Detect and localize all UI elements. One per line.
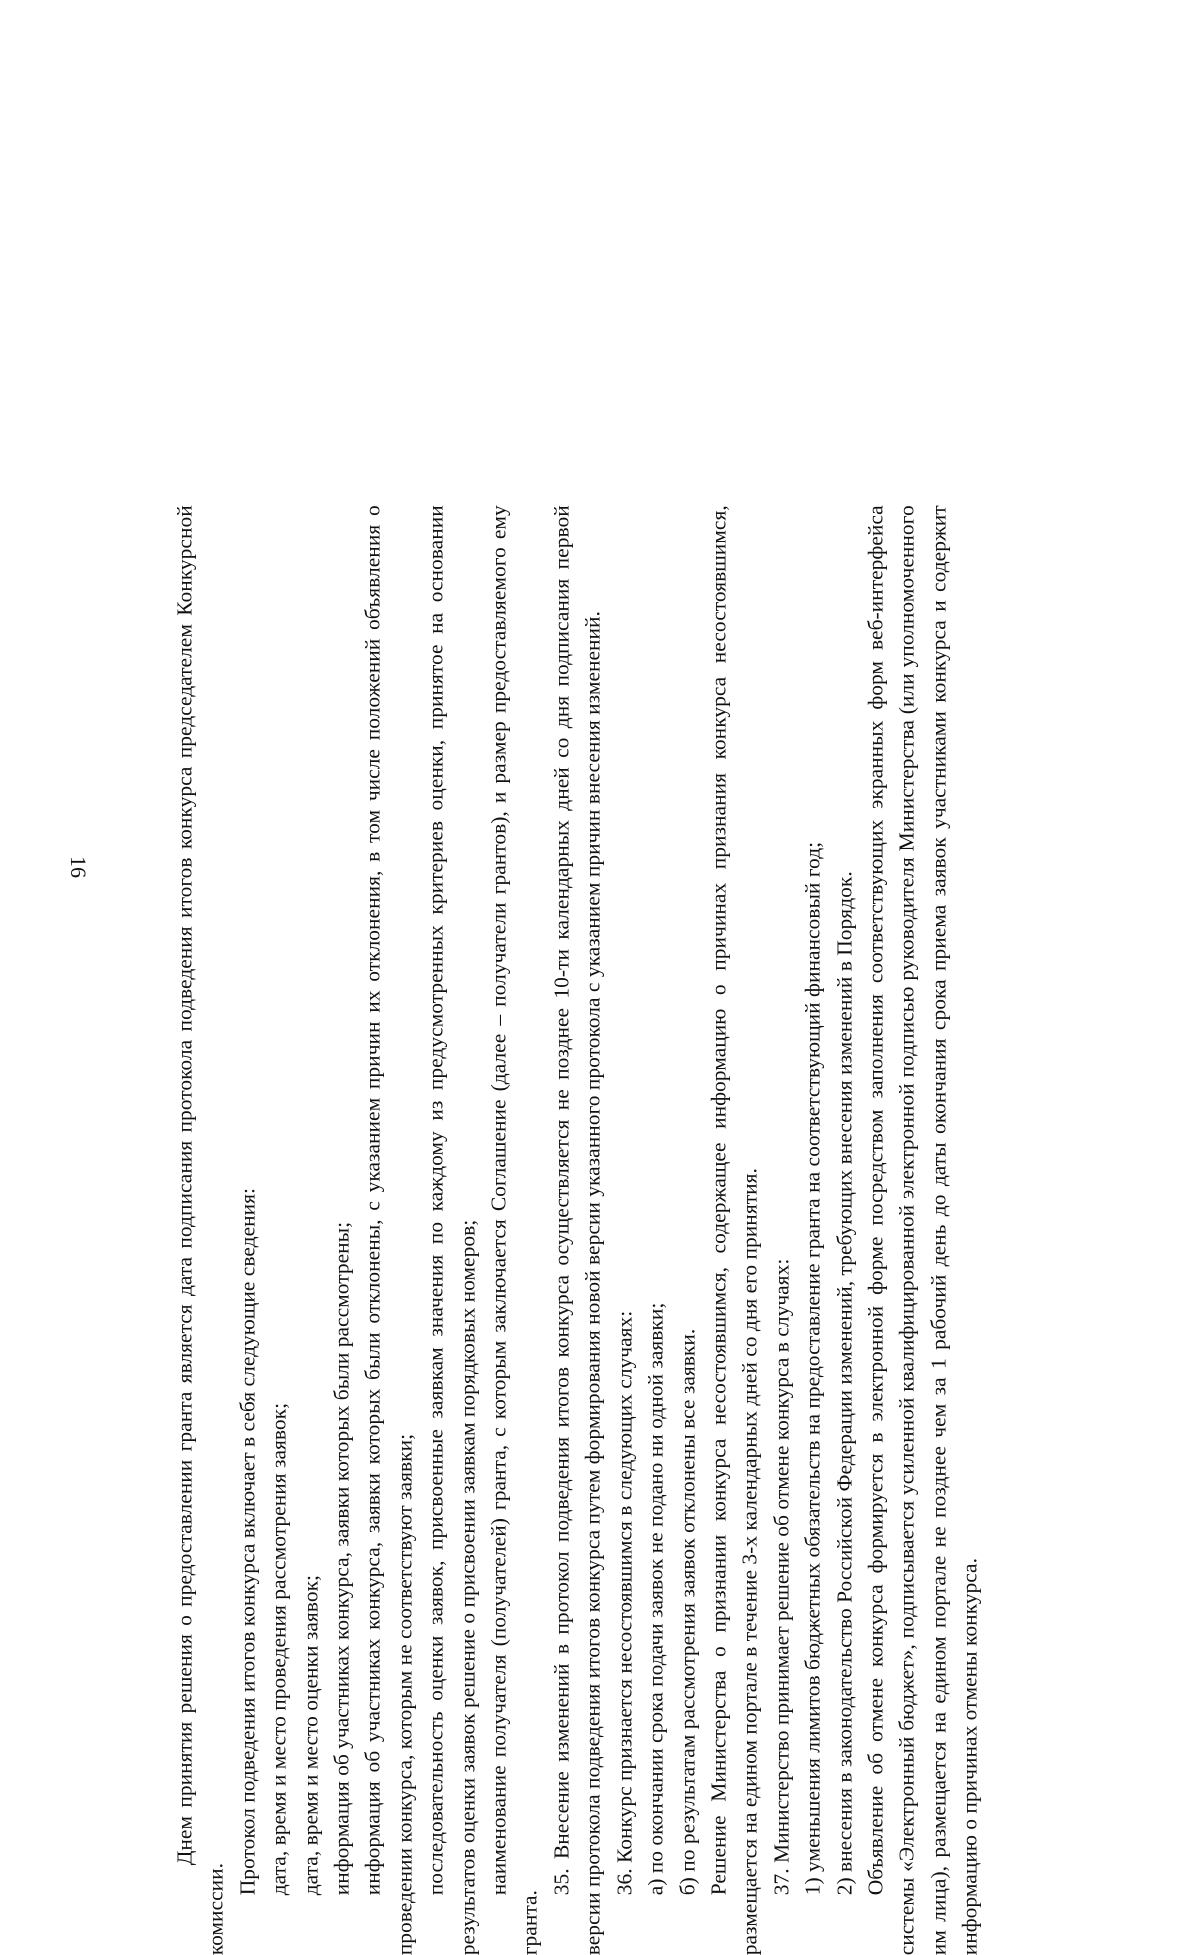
paragraph-cancellation-notice: Объявление об отмене конкурса формируется в электронной форме посредством заполнения соответствующих экранных форм веб-интерфейса системы «Электронный бюджет», подписывается усиленной квалифицированной электронной подписью руководителя Министерства (или уполномоченного им лица), размещается на едином портале не позднее чем за 1 рабочий день до даты окончания срока приема заявок участниками конкурса и содержит информацию о причинах отмены конкурса. (863, 505, 982, 1955)
list-item-review-date: дата, время и место проведения рассмотрения заявок; (266, 1402, 291, 1896)
page-number: 16 (66, 856, 91, 878)
list-item-assessment-sequence: последовательность оценки заявок, присвоенные заявкам значения по каждому из предусмотренных критериев оценки, принятое на основании результатов оценки заявок решение о присвоении заявкам порядковых номеров; (423, 505, 480, 1955)
paragraph-failed-contest-decision: Решение Министерства о признании конкурса несостоявшимся, содержащее информацию о причинах признания конкурса несостоявшимся, размещается на едином портале в течение 3-х календарных дней со дня его принятия. (706, 505, 763, 1955)
list-item-37-1: 1) уменьшения лимитов бюджетных обязательств на предоставление гранта на соответствующий финансовый год; (800, 841, 825, 1896)
paragraph-item-37: 37. Министерство принимает решение об отмене конкурса в случаях: (769, 1258, 794, 1896)
paragraph-decision-date: Днем принятия решения о предоставлении гранта является дата подписания протокола подведения итогов конкурса председателем Конкурсной комиссии. (172, 505, 229, 1955)
list-item-reviewed-participants: информация об участниках конкурса, заявки которых были рассмотрены; (329, 1221, 354, 1896)
paragraph-item-35: 35. Внесение изменений в протокол подведения итогов конкурса осуществляется не позднее 10-ти календарных дней со дня подписания первой версии протокола подведения итогов конкурса путем формирования новой версии указанного протокола с указанием причин внесения изменений. (549, 505, 605, 1955)
paragraph-protocol-contents: Протокол подведения итогов конкурса включает в себя следующие сведения: (235, 1188, 260, 1896)
list-item-36a: а) по окончании срока подачи заявок не подано ни одной заявки; (643, 1302, 668, 1896)
list-item-36b: б) по результатам рассмотрения заявок отклонены все заявки. (675, 1328, 700, 1896)
list-item-assessment-date: дата, время и место оценки заявок; (298, 1575, 323, 1896)
list-item-37-2: 2) внесения в законодательство Российской Федерации изменений, требующих внесения изменений в Порядок. (832, 871, 857, 1896)
document-body (170, 505, 987, 1955)
paragraph-item-36: 36. Конкурс признается несостоявшимся в следующих случаях: (612, 1310, 637, 1896)
list-item-grant-recipients: наименование получателя (получателей) гранта, с которым заключается Соглашение (далее – получатели грантов), и размер предоставляемого ему гранта. (486, 505, 543, 1955)
list-item-rejected-participants: информация об участниках конкурса, заявки которых были отклонены, с указанием причин их отклонения, в том числе положений объявления о проведении конкурса, которым не соответствуют заявки; (361, 505, 417, 1955)
